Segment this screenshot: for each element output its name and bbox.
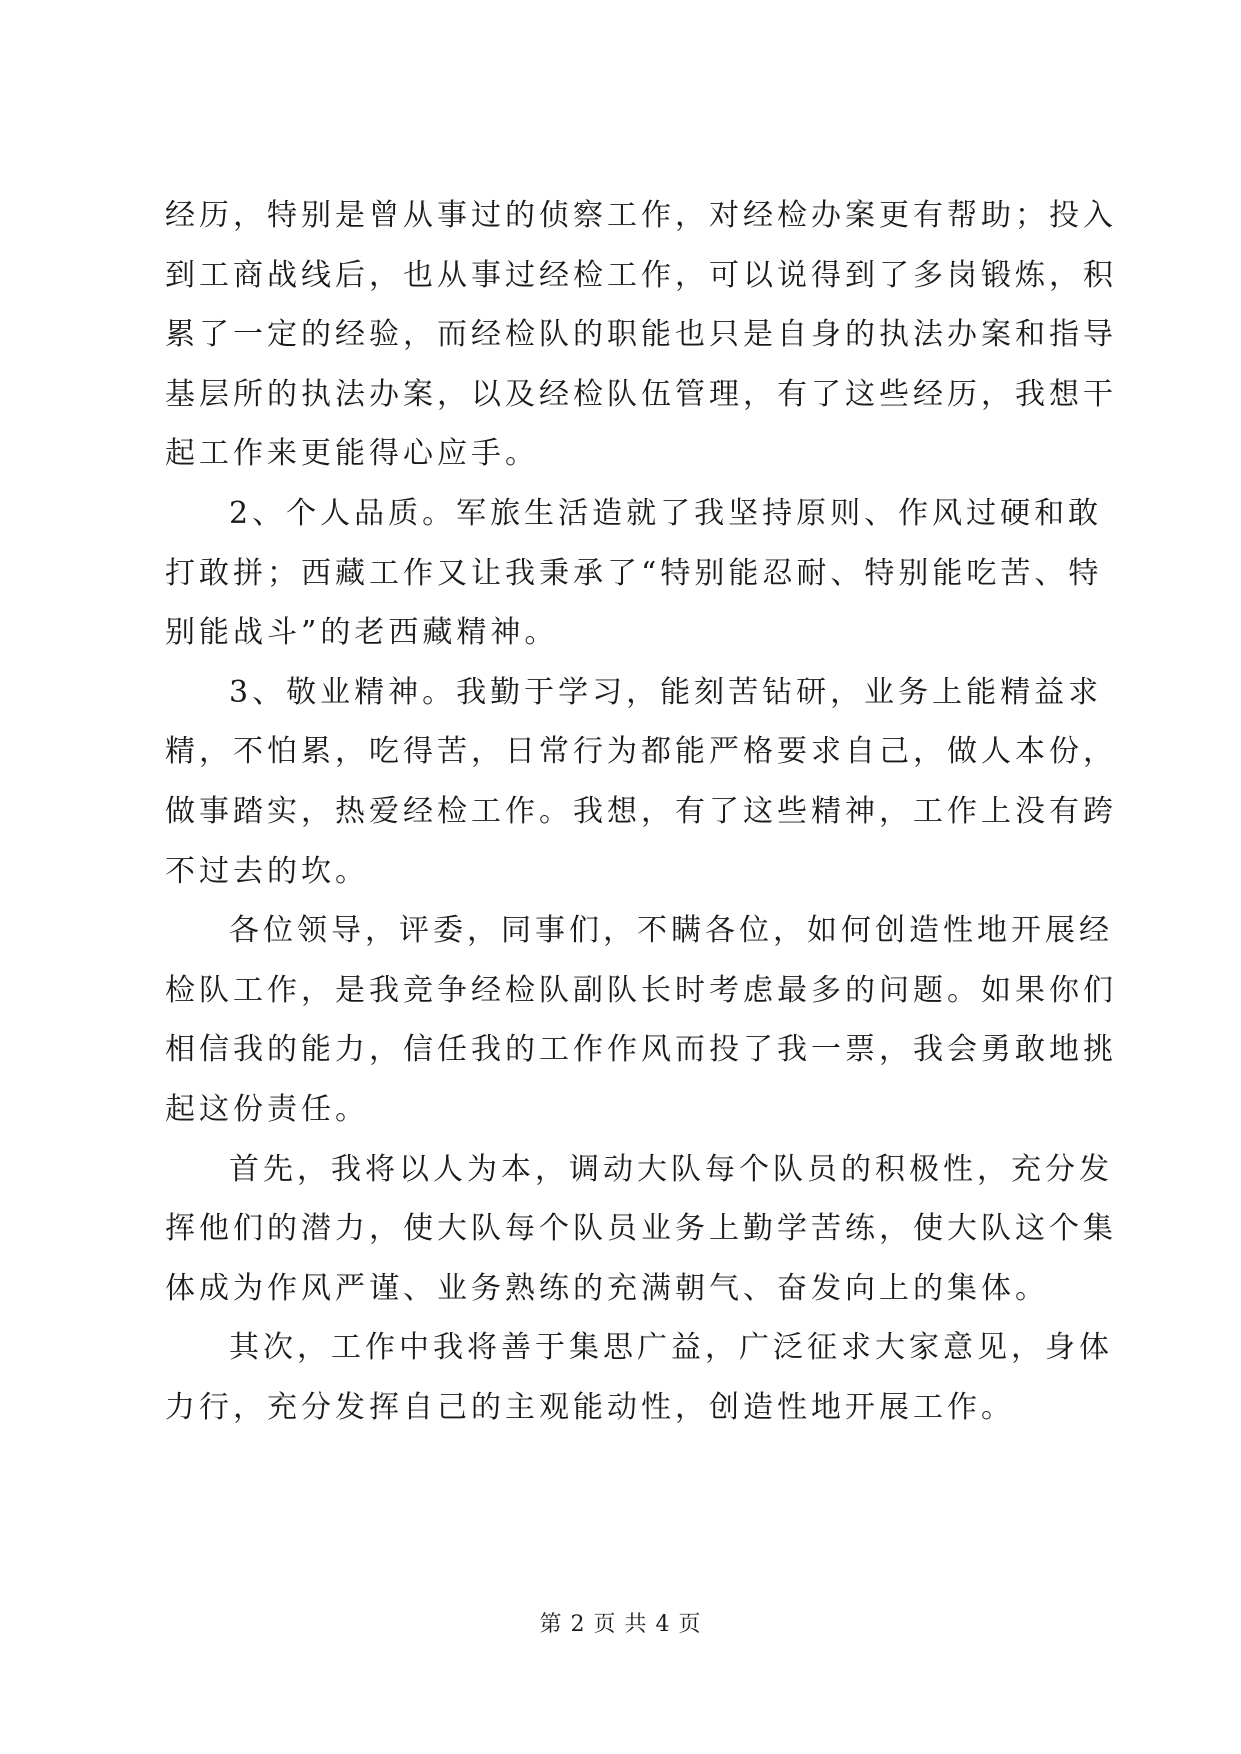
text-line: 别能战斗”的老西藏精神。: [165, 615, 559, 651]
text-line: 到工商战线后，也从事过经检工作，可以说得到了多岗锻炼，积: [165, 257, 1117, 293]
text-line: 累了一定的经验，而经检队的职能也只是自身的执法办案和指导: [165, 317, 1117, 353]
text-line: 检队工作，是我竞争经检队副队长时考虑最多的问题。如果你们: [165, 972, 1117, 1008]
text-line: 基层所的执法办案，以及经检队伍管理，有了这些经历，我想干: [165, 376, 1117, 412]
text-line: 相信我的能力，信任我的工作作风而投了我一票，我会勇敢地挑: [165, 1032, 1117, 1068]
text-line: 体成为作风严谨、业务熟练的充满朝气、奋发向上的集体。: [165, 1270, 1049, 1306]
paragraph-second-plan: [165, 1328, 1113, 1428]
paragraph-first-plan: [165, 1150, 1117, 1309]
text-line: 各位领导，评委，同事们，不瞒各位，如何创造性地开展经: [229, 913, 1113, 949]
text-line: 首先，我将以人为本，调动大队每个队员的积极性，充分发: [229, 1151, 1113, 1187]
text-line: 力行，充分发挥自己的主观能动性，创造性地开展工作。: [165, 1389, 1015, 1425]
text-line: 打敢拼；西藏工作又让我秉承了“特别能忍耐、特别能吃苦、特: [165, 555, 1103, 591]
document-body: [165, 196, 1117, 1447]
text-line: 经历，特别是曾从事过的侦察工作，对经检办案更有帮助；投入: [165, 198, 1117, 233]
text-line: 3、敬业精神。我勤于学习，能刻苦钻研，业务上能精益求: [229, 674, 1103, 710]
text-line: 其次，工作中我将善于集思广益，广泛征求大家意见，身体: [229, 1330, 1113, 1366]
paragraph-continuation: [165, 196, 1117, 474]
page-number-footer: 第 2 页 共 4 页: [539, 1612, 702, 1637]
paragraph-address-leaders: [165, 911, 1117, 1130]
text-line: 精，不怕累，吃得苦，日常行为都能严格要求自己，做人本份，: [165, 734, 1117, 770]
text-line: 挥他们的潜力，使大队每个队员业务上勤学苦练，使大队这个集: [165, 1211, 1117, 1247]
text-line: 起工作来更能得心应手。: [165, 436, 539, 472]
text-line: 做事踏实，热爱经检工作。我想，有了这些精神，工作上没有跨: [165, 793, 1117, 829]
text-line: 起这份责任。: [165, 1091, 369, 1127]
text-line: 不过去的坎。: [165, 853, 369, 889]
text-line: 2、个人品质。军旅生活造就了我坚持原则、作风过硬和敢: [229, 495, 1103, 531]
paragraph-personal-quality: [165, 494, 1103, 653]
paragraph-dedication: [165, 673, 1117, 892]
